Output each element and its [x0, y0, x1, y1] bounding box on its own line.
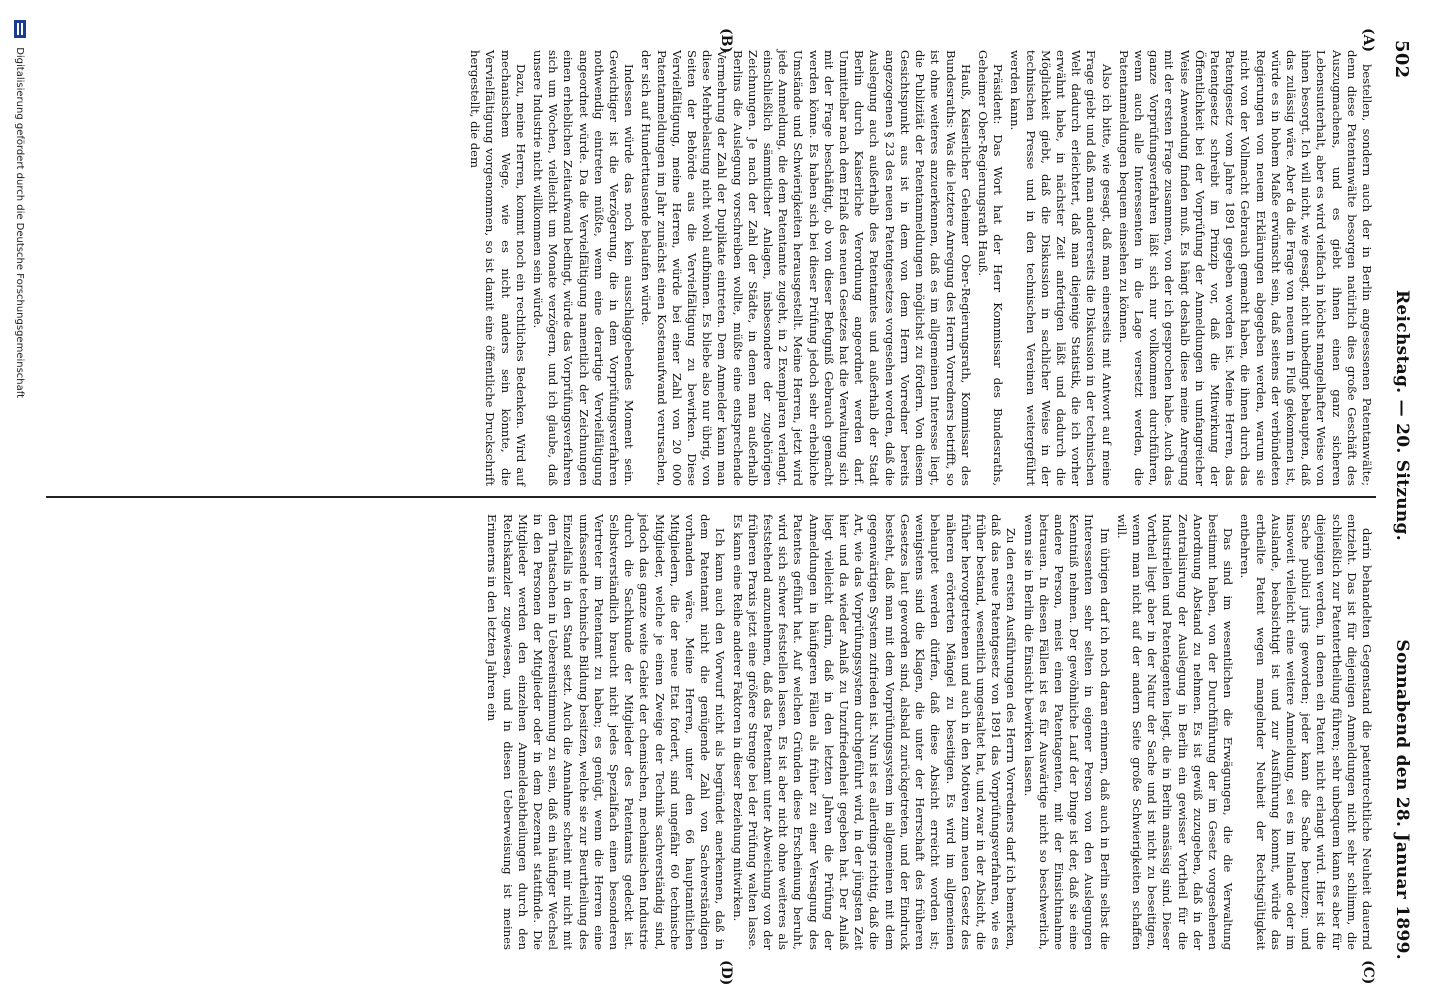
right-column: [482, 514, 1374, 950]
credit-text: Digitalisierung gefördert durch die Deutsche Forschungsgemeinschaft: [14, 47, 25, 399]
paragraph: Im übrigen darf ich noch daran erinnern, daß auch in Berlin selbst die Interessenten sehr selten in eigener Person von den Auslegungen Kenntniß nehmen. Der gewöhnliche Lauf der Dinge ist der, daß sie eine andere Person, meist einen Patentagenten, mit der Einsichtnahme betrauen. In diesen Fällen ist es für Auswärtige nicht so beschwerlich, wenn sie in Berlin die Einsicht bewirken lassen.: [1021, 514, 1112, 950]
session-title: Reichstag. — 20. Sitzung.: [1392, 290, 1412, 541]
dfg-logo-icon: [14, 20, 26, 38]
session-date: Sonnabend den 28. Januar 1899.: [1392, 639, 1412, 960]
left-column: [465, 50, 1374, 486]
paragraph: Also ich bitte, wie gesagt, daß man einerseits mit Antwort auf meine Frage giebt und daß man andererseits die Diskussion in der technischen Welt dadurch erleichtert, daß man diejenige Statistik, die ich vorher erwähnt habe, in nächster Zeit anfertigen läßt und dadurch die Möglichkeit giebt, daß die Diskussion in sachlicher Weise in der technischen Presse und in den technischen Vereinen weitergeführt werden kann.: [1008, 50, 1114, 486]
column-divider: [46, 496, 1376, 498]
paragraph: Hauß, Kaiserlicher Geheimer Ober-Regierungsrath, Kommissar des Bundesraths: Was die letztere Anregung des Herrn Vorredners betrifft, so ist ohne weiteres anzuerkennen, daß es im allgemeinen Interesse liegt, die Publizität der Patentanmeldungen möglichst zu fördern. Von diesem Gesichtspunkt aus ist in dem von dem Herrn Vorredner bereits angezogenen § 23 des neuen Patentgesetzes vorgesehen worden, daß die Auslegung auch außerhalb des Patentamtes und außerhalb der Stadt Berlin durch Kaiserliche Verordnung angeordnet werden darf. Unmittelbar nach dem Erlaß des neuen Gesetzes hat die Verwaltung sich mit der Frage beschäftigt, ob von dieser Befugniß Gebrauch gemacht werden könne. Es haben sich bei dieser Prüfung jedoch sehr erhebliche Umstände und Schwierigkeiten herausgestellt. Meine Herren, jetzt wird jede Anmeldung, die dem Patentamte zugeht, in 2 Exemplaren verlangt, einschließlich sämmtlicher Anlagen, insbesondere der zugehörigen Zeichnungen. Je nach der Zahl der Städte, in denen man außerhalb Berlins die Auslegung vorschreiben wollte, müßte eine entsprechende Vermehrung der Zahl der Duplikate eintreten. Dem Anmelder kann man diese Mehrbelastung nicht wohl aufbinnen. Es bliebe also nur übrig, von Seiten der Behörde aus die Vervielfältigung zu bewirken. Diese Vervielfältigung, meine Herren, würde bei einer Zahl von 20 000 Patentanmeldungen im Jahr zunächst einen Kostenaufwand verursachen, der sich auf Hunderttausende belaufen würde.: [639, 50, 973, 486]
margin-marker-c: (C): [1360, 960, 1376, 985]
paragraph: Dazu, meine Herren, kommt noch ein rechtliches Bedenken. Wird auf mechanischem Wege, wie es nicht anders sein könnte, die Vervielfältigung vorgenommen, so ist damit eine öffentliche Druckschrift hergestellt, die dem: [468, 50, 528, 486]
paragraph: Zu den ersten Ausführungen des Herrn Vorredners darf ich bemerken, daß das neue Patentgesetz von 1891 das Vorprüfungsverfahren, wie es früher bestand, wesentlich umgestaltet hat, und zwar in der Absicht, die früher hervorgetretenen und auch in den Motiven zum neuen Gesetz des näheren erörterten Mängel zu beseitigen. Es wird im allgemeinen behauptet werden dürfen, daß diese Absicht erreicht worden ist; wenigstens sind die Klagen, die unter der Herrschaft des früheren Gesetzes laut geworden sind, alsbald zurückgetreten, und der Eindruck besteht, daß man mit dem Vorprüfungssystem im allgemeinen mit dem gegenwärtigen System zufrieden ist. Nun ist es allerdings richtig, daß die Art, wie das Vorprüfungssystem durchgeführt wird, in der jüngsten Zeit hier und da wieder Anlaß zu Unzufriedenheit gegeben hat. Der Anlaß liegt vielleicht darin, daß in den letzten Jahren die Prüfung der Anmeldungen in häufigeren Fällen als früher zu einer Versagung des Patentes geführt hat. Auf welchen Gründen diese Erscheinung beruht, wird sich schwer feststellen lassen. Es ist aber nicht ohne weiteres als feststehend anzunehmen, daß das Patentamt unter Abweichung von der früheren Praxis jetzt eine größere Strenge bei der Prüfung walten lasse. Es kann eine Reihe anderer Faktoren in dieser Beziehung mitwirken.: [730, 514, 1019, 950]
paragraph: bestellen, sondern auch der in Berlin angesessenen Patentanwälte; denn diese Patentanwälte besorgen natürlich dies große Geschäft des Auszugmachens, und es giebt ihnen einen ganz sicheren Lebensunterhalt, aber es wird vielfach in höchst mangelhafter Weise von ihnen besorgt. Ich will nicht, wie gesagt, nicht unbedingt behaupten, daß das zulässig wäre. Aber da die Frage von neuem in Fluß gekommen ist, würde es in hohem Maße erwünscht sein, daß seitens der verbündeten Regierungen von neuem Erklärungen abgegeben werden, warum sie nicht von der Vollmacht Gebrauch gemacht haben, die ihnen durch das Patentgesetz vom Jahre 1891 gegeben worden ist. Meine Herren, das Patentgesetz schreibt im Prinzip vor, daß die Mitwirkung der Öffentlichkeit bei der Vorprüfung der Anmeldungen in umfangreicher Weise Anwendung finden muß. Es hängt deshalb diese meine Anregung mit der ersten Frage zusammen, von der ich gesprochen habe. Auch das ganze Vorprüfungsverfahren läßt sich nur vollkommen durchführen, wenn auch alle Interessenten in die Lage versetzt werden, die Patentanmeldungen bequem einsehen zu können.: [1116, 50, 1374, 486]
digitization-credit: [6, 20, 26, 980]
margin-marker-d: (D): [718, 960, 734, 986]
margin-marker-a: (A): [1360, 28, 1376, 53]
paragraph: Ich kann auch den Vorwurf nicht als begründet anerkennen, daß in dem Patentamt nicht die genügende Zahl von Sachverständigen vorhanden wäre. Meine Herren, unter den 66 hauptamtlichen Mitgliedern, die der neue Etat fordert, sind ungefähr 60 technische Mitglieder, welche je einen Zweige der Technik sachverständig sind, jedoch das ganze weite Gebiet der chemischen, mechanischen Industrie durch die Sachkunde der Mitglieder des Patentamts gedeckt ist. Selbstverständlich braucht nicht jedes Spezialfach einen besonderen Vertreter im Patentamt zu haben; es genügt, wenn die Herren eine umfassende technische Bildung besitzen, welche sie zur Beurtheilung des Einzelfalls in den Stand setzt. Auch die Annahme scheint mir nicht mit den Thatsachen in Uebereinstimmung zu sein, daß ein häufiger Wechsel in den Personen der Mitglieder oder in dem Dezernat stattfinde. Die Mitglieder werden den einzelnen Anmeldeabtheilungen durch den Reichskanzler zugewiesen, und in diesen Ueberweisung ist meines Erinnerns in den letzten Jahren ein: [485, 514, 728, 950]
margin-marker-b: (B): [718, 28, 734, 54]
page-header: [1382, 40, 1412, 960]
page-number: 502: [1391, 40, 1412, 79]
paragraph: Präsident: Das Wort hat der Herr Kommissar des Bundesraths, Geheimer Ober-Regierungsrath Hauß.: [975, 50, 1006, 486]
paragraph: Indessen würde das noch kein ausschlaggebendes Moment sein. Gewichtiger ist die Verzögerung, die in dem Vorprüfungsverfahren nothwendig eintreten müßte, wenn eine derartige Vervielfältigung angeordnet würde. Da die Vervielfältigung namentlich der Zeichnungen einen erheblichen Zeitaufwand bedingt, würde das Vorprüfungsverfahren sich um Wochen, vielleicht um Monate verzögern, und ich glaube, daß unsere Industrie nicht willkommen sein würde.: [531, 50, 637, 486]
paragraph: Das sind im wesentlichen die Erwägungen, die die Verwaltung bestimmt haben, von der Durchführung der im Gesetz vorgesehenen Anordnung Abstand zu nehmen. Es ist gewiß zuzugeben, daß in der Zentralisirung der Auslegung in Berlin ein gewisser Vortheil für die Industriellen und Patentagenten liegt, die in Berlin ansässig sind. Dieser Vortheil liegt aber in der Natur der Sache und ist nicht zu beseitigen, wenn man nicht auf der andern Seite große Schwierigkeiten schaffen will.: [1114, 514, 1236, 950]
paragraph: darin behandelten Gegenstand die patentrechtliche Neuheit dauernd entzieht. Das ist für diejenigen Anmeldungen nicht sehr schlimm, die schließlich zur Patentertheilung führen; sehr unbequem kann es aber für diejenigen werden, in denen ein Patent nicht erlangt wird. Hier ist die Sache publici juris geworden; jeder kann die Sache benutzen; und insoweit vielleicht eine weitere Anmeldung, sei es im Inlande oder im Auslande, beabsichtigt ist und zur Ausführung kommt, würde das ertheilte Patent wegen mangelnder Neuheit der Rechtsgültigkeit entbehren.: [1238, 514, 1374, 950]
